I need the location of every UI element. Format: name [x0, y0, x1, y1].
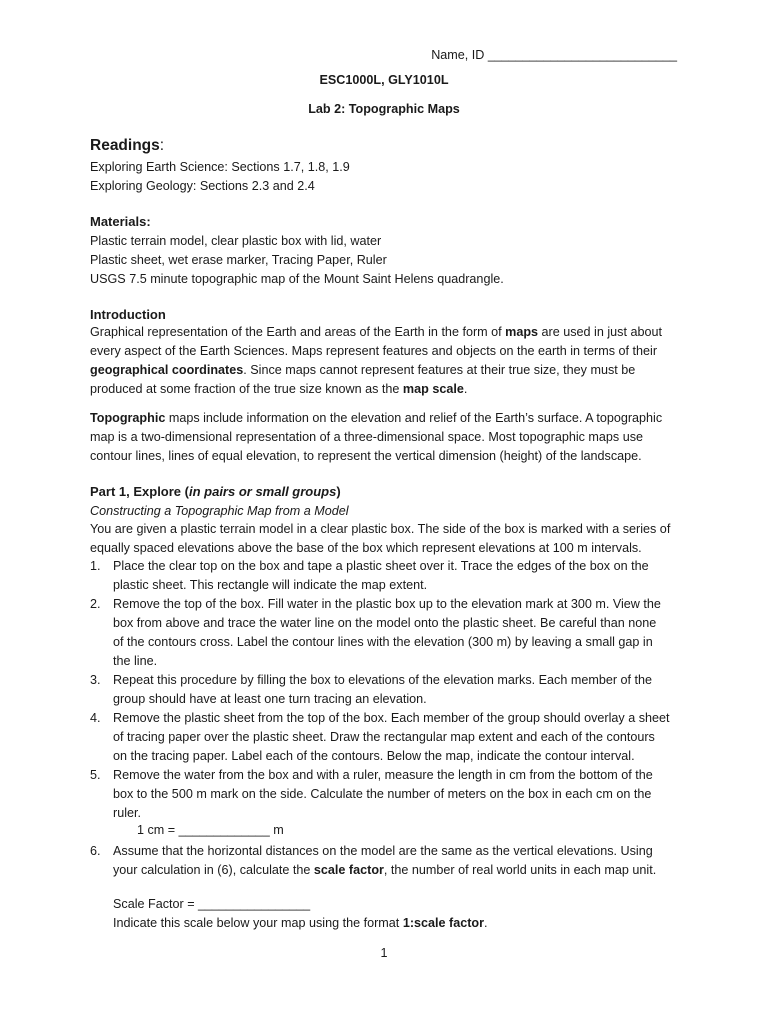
step-text-line	[113, 576, 427, 595]
text-run: box to the 500 m mark on the side. Calculate the number of meters on the box in each cm on the	[113, 787, 652, 801]
text-run: . Since maps cannot represent features at their true size, they must be	[243, 363, 636, 377]
step-text-line	[113, 861, 656, 880]
part1-heading: Part 1, Explore (in pairs or small groups)	[90, 484, 341, 499]
step-text-line	[113, 709, 670, 728]
text-run: contour lines, lines of equal elevation, to represent the vertical dimension (height) of the landscape.	[90, 449, 642, 463]
readings-heading: Readings:	[90, 137, 165, 154]
step-number: 5.	[90, 768, 101, 782]
text-run: your calculation in (6), calculate the	[113, 863, 314, 877]
bold-term: map scale	[402, 382, 464, 396]
step-text-line	[113, 595, 661, 614]
introduction-line	[90, 323, 662, 342]
text-run: Place the clear top on the box and tape a plastic sheet over it. Trace the edges of the box on the	[113, 559, 649, 573]
introduction-line	[90, 447, 642, 466]
text-run: are used in just about	[538, 325, 662, 339]
materials-item: Plastic sheet, wet erase marker, Tracing Paper, Ruler	[90, 253, 387, 267]
step-text-line	[113, 747, 635, 766]
step-text-line	[113, 728, 655, 747]
step-text-line	[113, 652, 157, 671]
page-number: 1	[380, 946, 388, 960]
materials-heading: Materials:	[90, 214, 151, 229]
name-id-field: Name, ID ___________________________	[431, 48, 677, 62]
course-codes: ESC1000L, GLY1010L	[319, 73, 449, 87]
materials-item: Plastic terrain model, clear plastic box with lid, water	[90, 234, 382, 248]
cm-conversion-blank: 1 cm = _____________ m	[137, 823, 284, 837]
step-text-line	[113, 614, 656, 633]
text-run: Remove the water from the box and with a ruler, measure the length in cm from the bottom of the	[113, 768, 653, 782]
text-run: Assume that the horizontal distances on the model are the same as the vertical elevations. Using	[113, 844, 653, 858]
readings-item: Exploring Geology: Sections 2.3 and 2.4	[90, 179, 315, 193]
scale-factor-blank: Scale Factor = ________________	[113, 897, 311, 911]
step-text-line	[113, 690, 427, 709]
introduction-line	[90, 409, 662, 428]
step-number: 1.	[90, 559, 101, 573]
text-run: , the number of real world units in each map unit.	[383, 863, 657, 877]
text-run: box from above and trace the water line on the model onto the plastic sheet. Be careful than none	[113, 616, 657, 630]
materials-item: USGS 7.5 minute topographic map of the Mount Saint Helens quadrangle.	[90, 272, 504, 286]
step-text-line	[113, 842, 653, 861]
part1-intro-line: You are given a plastic terrain model in a clear plastic box. The side of the box is marked with a series of	[90, 522, 671, 536]
lab-title: Lab 2: Topographic Maps	[308, 102, 460, 116]
text-run: of tracing paper over the plastic sheet. Draw the rectangular map extent and each of the contours	[113, 730, 655, 744]
step-text-line	[113, 633, 653, 652]
text-run: every aspect of the Earth Sciences. Maps represent features and objects on the earth in terms of their	[90, 344, 658, 358]
text-run: of the contours cross. Label the contour lines with the elevation (300 m) by leaving a small gap in	[113, 635, 653, 649]
introduction-line	[90, 342, 657, 361]
bold-term: Topographic	[90, 411, 166, 425]
text-run: plastic sheet. This rectangle will indicate the map extent.	[113, 578, 428, 592]
text-run: .	[463, 382, 468, 396]
step-text-line	[113, 785, 651, 804]
step-number: 6.	[90, 844, 101, 858]
bold-term: scale factor	[313, 863, 384, 877]
scale-format-instruction: Indicate this scale below your map using the format 1:scale factor.	[113, 916, 488, 930]
step-number: 3.	[90, 673, 101, 687]
step-number: 4.	[90, 711, 101, 725]
text-run: ruler.	[113, 806, 141, 820]
introduction-line	[90, 380, 467, 399]
text-run: map is a two-dimensional representation of a three-dimensional space. Most topographic maps use	[90, 430, 644, 444]
introduction-line	[90, 361, 635, 380]
text-run: on the tracing paper. Label each of the contours. Below the map, indicate the contour interval.	[113, 749, 635, 763]
text-run: Repeat this procedure by filling the box to elevations of the elevation marks. Each member of the	[113, 673, 653, 687]
text-run: the line.	[113, 654, 158, 668]
step-text-line	[113, 557, 649, 576]
readings-item: Exploring Earth Science: Sections 1.7, 1.8, 1.9	[90, 160, 350, 174]
text-run: produced at some fraction of the true size known as the	[90, 382, 403, 396]
part1-intro-line: equally spaced elevations above the base of the box which represent elevations at 100 m intervals.	[90, 541, 642, 555]
bold-term: maps	[505, 325, 539, 339]
text-run: maps include information on the elevation and relief of the Earth’s surface. A topographic	[165, 411, 663, 425]
introduction-line	[90, 428, 643, 447]
part1-subtitle: Constructing a Topographic Map from a Model	[90, 504, 349, 518]
text-run: Remove the plastic sheet from the top of the box. Each member of the group should overlay a sheet	[113, 711, 670, 725]
text-run: Graphical representation of the Earth and areas of the Earth in the form of	[90, 325, 506, 339]
text-run: Remove the top of the box. Fill water in the plastic box up to the elevation mark at 300 m. View the	[113, 597, 661, 611]
step-text-line	[113, 671, 652, 690]
bold-term: geographical coordinates	[90, 363, 244, 377]
text-run: group should have at least one turn tracing an elevation.	[113, 692, 427, 706]
step-number: 2.	[90, 597, 101, 611]
step-text-line	[113, 766, 653, 785]
introduction-heading: Introduction	[90, 307, 166, 322]
